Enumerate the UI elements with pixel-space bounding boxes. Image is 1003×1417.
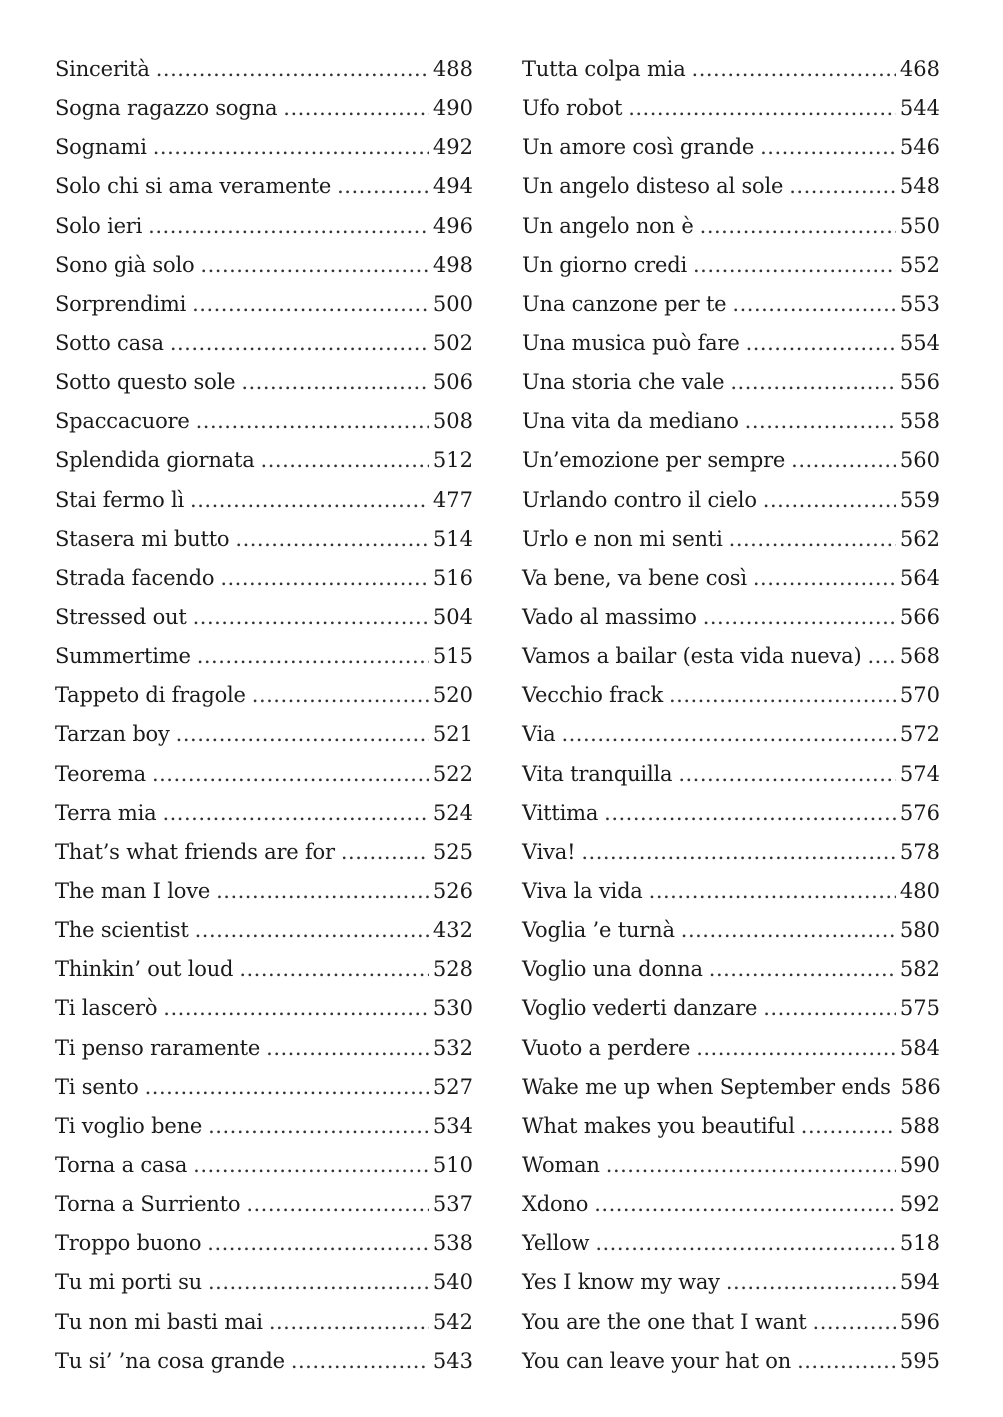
dot-leader [266, 1029, 429, 1068]
page-number: 559 [899, 487, 940, 512]
song-title: The man I love [55, 878, 211, 903]
page-number: 534 [432, 1113, 473, 1138]
index-entry [522, 950, 940, 989]
dot-leader [261, 441, 429, 480]
index-entry [55, 207, 473, 246]
dot-leader [628, 89, 896, 128]
page-number: 596 [899, 1309, 940, 1334]
song-title: Ti lascerò [55, 996, 158, 1021]
song-title: Urlando contro il cielo [522, 487, 757, 512]
dot-leader [208, 1263, 429, 1302]
dot-leader [678, 755, 896, 794]
index-entry [55, 559, 473, 598]
dot-leader [813, 1303, 896, 1342]
page-number: 542 [432, 1309, 473, 1334]
song-title: Urlo e non mi senti [522, 526, 723, 551]
page-number: 594 [899, 1270, 940, 1295]
dot-leader [581, 833, 896, 872]
page-number: 488 [432, 57, 473, 81]
page-number: 477 [432, 487, 473, 512]
song-title: Vecchio frack [522, 683, 663, 708]
song-title: Spaccacuore [55, 409, 190, 434]
dot-leader [216, 872, 429, 911]
index-entry [522, 1185, 940, 1224]
page-number: 578 [899, 839, 940, 864]
index-entry [55, 441, 473, 480]
index-entry [522, 1263, 940, 1302]
page-number: 524 [432, 800, 473, 825]
song-title: Una musica può fare [522, 330, 740, 355]
index-entry [522, 207, 940, 246]
index-entry [522, 755, 940, 794]
dot-leader [681, 911, 896, 950]
page-number: 588 [899, 1113, 940, 1138]
dot-leader [726, 1263, 896, 1302]
page-number: 582 [899, 957, 940, 982]
song-title: Tu si’ ’na cosa grande [55, 1348, 285, 1373]
song-title: Via [522, 722, 556, 747]
index-entry [522, 324, 940, 363]
index-entry [522, 1068, 940, 1107]
index-entry [522, 1146, 940, 1185]
page-number: 590 [899, 1152, 940, 1177]
song-title: You are the one that I want [522, 1309, 807, 1334]
dot-leader [604, 794, 896, 833]
dot-leader [208, 1107, 429, 1146]
song-title: Tappeto di fragole [55, 683, 246, 708]
index-entry [522, 246, 940, 285]
dot-leader [200, 246, 428, 285]
page-number: 550 [899, 213, 940, 238]
page-number: 504 [432, 604, 473, 629]
page-number: 520 [432, 683, 473, 708]
dot-leader [801, 1107, 896, 1146]
index-entry [522, 520, 940, 559]
index-entry [522, 637, 940, 676]
page-number: 558 [899, 409, 940, 434]
page-number: 527 [432, 1074, 473, 1099]
page-number: 562 [899, 526, 940, 551]
index-entry [55, 1146, 473, 1185]
song-title: Un amore così grande [522, 135, 755, 160]
index-right-column [522, 50, 940, 1381]
song-title: Terra mia [55, 800, 157, 825]
dot-leader [162, 794, 428, 833]
index-entry [55, 1068, 473, 1107]
page-number: 576 [899, 800, 940, 825]
page-number: 468 [899, 57, 940, 81]
song-title: Wake me up when September ends [522, 1074, 891, 1099]
index-left-column [55, 50, 473, 1381]
index-entry [522, 441, 940, 480]
index-entry [55, 598, 473, 637]
page-number: 494 [432, 174, 473, 199]
song-title: Viva la vida [522, 878, 643, 903]
dot-leader [746, 324, 896, 363]
song-title: Stasera mi butto [55, 526, 230, 551]
index-entry [55, 324, 473, 363]
song-title: Sotto questo sole [55, 370, 236, 395]
index-entry [522, 50, 940, 89]
index-entry [55, 989, 473, 1028]
dot-leader [190, 481, 429, 520]
dot-leader [220, 559, 429, 598]
page-number: 566 [899, 604, 940, 629]
page-number: 592 [899, 1192, 940, 1217]
dot-leader [791, 441, 896, 480]
dot-leader [170, 324, 429, 363]
dot-leader [760, 128, 896, 167]
page-number: 556 [899, 370, 940, 395]
dot-leader [145, 1068, 429, 1107]
dot-leader [239, 950, 429, 989]
index-entry [522, 167, 940, 206]
page-number: 521 [432, 722, 473, 747]
page-number: 544 [899, 96, 940, 121]
song-title: Una vita da mediano [522, 409, 739, 434]
dot-leader [693, 246, 896, 285]
dot-leader [153, 128, 429, 167]
song-title: Solo ieri [55, 213, 143, 238]
dot-leader [291, 1342, 429, 1381]
page-number: 500 [432, 291, 473, 316]
page-number: 512 [432, 448, 473, 473]
song-title: What makes you beautiful [522, 1113, 795, 1138]
page-number: 540 [432, 1270, 473, 1295]
song-title: Vita tranquilla [522, 761, 673, 786]
page-number: 584 [899, 1035, 940, 1060]
page-number: 575 [899, 996, 940, 1021]
song-title: You can leave your hat on [522, 1348, 792, 1373]
song-title: Una canzone per te [522, 291, 727, 316]
page-number: 552 [899, 252, 940, 277]
dot-leader [595, 1224, 896, 1263]
index-entry [522, 285, 940, 324]
song-title: Strada facendo [55, 565, 215, 590]
song-title: Ti sento [55, 1074, 139, 1099]
page-number: 553 [899, 291, 940, 316]
page-number: 554 [899, 330, 940, 355]
index-entry [522, 715, 940, 754]
song-title: Voglio una donna [522, 957, 703, 982]
song-title: Sotto casa [55, 330, 164, 355]
song-title: Xdono [522, 1192, 589, 1217]
song-title: Troppo buono [55, 1231, 202, 1256]
dot-leader [283, 89, 429, 128]
dot-leader [269, 1303, 429, 1342]
page-number: 595 [899, 1348, 940, 1373]
song-title: Sono già solo [55, 252, 195, 277]
dot-leader [197, 637, 429, 676]
dot-leader [235, 520, 429, 559]
dot-leader [669, 676, 896, 715]
index-entry [522, 363, 940, 402]
song-title: Un angelo non è [522, 213, 694, 238]
dot-leader [594, 1185, 896, 1224]
index-entry [522, 598, 940, 637]
dot-leader [195, 911, 429, 950]
index-entry [522, 402, 940, 441]
song-title: Teorema [55, 761, 146, 786]
page-number: 580 [899, 918, 940, 943]
page-number: 492 [432, 135, 473, 160]
page-number: 508 [432, 409, 473, 434]
dot-leader [709, 950, 896, 989]
dot-leader [606, 1146, 896, 1185]
index-entry [522, 128, 940, 167]
page-number: 560 [899, 448, 940, 473]
song-title: Yellow [522, 1231, 590, 1256]
song-title: Vittima [522, 800, 599, 825]
dot-leader [700, 207, 896, 246]
page-number: 530 [432, 996, 473, 1021]
song-title: Vamos a bailar (esta vida nueva) [522, 644, 862, 669]
song-title: Ti penso raramente [55, 1035, 261, 1060]
page-number: 515 [432, 644, 473, 669]
index-entry [55, 1107, 473, 1146]
song-title: Voglio vederti danzare [522, 996, 758, 1021]
index-entry [55, 50, 473, 89]
song-title: Torna a Surriento [55, 1192, 241, 1217]
dot-leader [561, 715, 895, 754]
song-title: That’s what friends are for [55, 839, 335, 864]
page-number: 514 [432, 526, 473, 551]
song-title: Sognami [55, 135, 147, 160]
dot-leader [729, 520, 896, 559]
song-title: Un giorno credi [522, 252, 687, 277]
song-title: Yes I know my way [522, 1270, 720, 1295]
page-number: 480 [899, 878, 940, 903]
dot-leader [196, 402, 429, 441]
page-number: 537 [432, 1192, 473, 1217]
dot-leader [732, 285, 895, 324]
index-entry [55, 637, 473, 676]
index-entry [522, 1224, 940, 1263]
song-title: Un’emozione per sempre [522, 448, 786, 473]
song-title: Vuoto a perdere [522, 1035, 691, 1060]
song-title: Sogna ragazzo sogna [55, 96, 278, 121]
page-number: 526 [432, 878, 473, 903]
page-number: 528 [432, 957, 473, 982]
song-title: Tu mi porti su [55, 1270, 202, 1295]
dot-leader [252, 676, 429, 715]
page-number: 572 [899, 722, 940, 747]
song-title: Thinkin’ out loud [55, 957, 234, 982]
song-title: Stai fermo lì [55, 487, 185, 512]
dot-leader [152, 755, 429, 794]
song-title: Tutta colpa mia [522, 57, 686, 81]
song-title: Woman [522, 1152, 600, 1177]
index-entry [55, 285, 473, 324]
index-entry [55, 676, 473, 715]
song-title: Tarzan boy [55, 722, 170, 747]
index-entry [522, 911, 940, 950]
index-entry [55, 520, 473, 559]
song-title: Vado al massimo [522, 604, 697, 629]
dot-leader [341, 833, 429, 872]
index-entry [55, 1342, 473, 1381]
index-entry [522, 1029, 940, 1068]
song-title: Va bene, va bene così [522, 565, 747, 590]
dot-leader [192, 285, 429, 324]
page-number: 510 [432, 1152, 473, 1177]
page-number: 432 [432, 918, 473, 943]
song-title: Ufo robot [522, 96, 623, 121]
index-entry [55, 911, 473, 950]
song-title: Sorprendimi [55, 291, 187, 316]
page-number: 574 [899, 761, 940, 786]
page-number: 564 [899, 565, 940, 590]
dot-leader [337, 167, 429, 206]
page-number: 518 [899, 1231, 940, 1256]
index-entry [55, 794, 473, 833]
index-entry [522, 89, 940, 128]
song-title: Voglia ’e turnà [522, 918, 675, 943]
dot-leader [148, 207, 429, 246]
index-entry [522, 1303, 940, 1342]
dot-leader [730, 363, 896, 402]
dot-leader [763, 481, 896, 520]
index-entry [55, 128, 473, 167]
song-title: Viva! [522, 839, 576, 864]
song-title: Una storia che vale [522, 370, 725, 395]
dot-leader [789, 167, 896, 206]
dot-leader [207, 1224, 429, 1263]
index-entry [55, 1263, 473, 1302]
dot-leader [745, 402, 896, 441]
index-entry [522, 989, 940, 1028]
song-title: Tu non mi basti mai [55, 1309, 263, 1334]
index-entry [55, 833, 473, 872]
song-title: Stressed out [55, 604, 187, 629]
index-entry [522, 676, 940, 715]
index-entry [522, 794, 940, 833]
page-number: 546 [899, 135, 940, 160]
index-entry [55, 246, 473, 285]
dot-leader [649, 872, 896, 911]
page-number: 568 [899, 644, 940, 669]
index-entry [55, 402, 473, 441]
page-number: 543 [432, 1348, 473, 1373]
page-number: 570 [899, 683, 940, 708]
dot-leader [797, 1342, 896, 1381]
page-number: 548 [899, 174, 940, 199]
index-entry [55, 715, 473, 754]
song-title: Torna a casa [55, 1152, 188, 1177]
dot-leader [753, 559, 896, 598]
page-number: 498 [432, 252, 473, 277]
page-number: 502 [432, 330, 473, 355]
page-number: 496 [432, 213, 473, 238]
dot-leader [868, 637, 896, 676]
page-number: 516 [432, 565, 473, 590]
dot-leader [696, 1029, 896, 1068]
page-number: 522 [432, 761, 473, 786]
page-number: 586 [900, 1074, 941, 1099]
dot-leader [703, 598, 896, 637]
page-number: 525 [432, 839, 473, 864]
dot-leader [763, 989, 896, 1028]
page-number: 490 [432, 96, 473, 121]
index-entry [522, 481, 940, 520]
dot-leader [193, 1146, 429, 1185]
dot-leader [241, 363, 429, 402]
index-entry [55, 363, 473, 402]
song-title: The scientist [55, 918, 189, 943]
song-title: Ti voglio bene [55, 1113, 203, 1138]
index-entry [55, 950, 473, 989]
dot-leader [176, 715, 429, 754]
index-entry [522, 1342, 940, 1381]
index-entry [522, 1107, 940, 1146]
song-title: Splendida giornata [55, 448, 255, 473]
index-entry [55, 167, 473, 206]
index-entry [55, 89, 473, 128]
index-entry [522, 872, 940, 911]
page-number: 506 [432, 370, 473, 395]
index-entry [55, 1224, 473, 1263]
index-entry [55, 1303, 473, 1342]
dot-leader [193, 598, 429, 637]
page-number: 538 [432, 1231, 473, 1256]
index-entry [55, 481, 473, 520]
index-entry [522, 833, 940, 872]
song-title: Summertime [55, 644, 191, 669]
dot-leader [156, 50, 429, 89]
index-entry [55, 755, 473, 794]
dot-leader [163, 989, 429, 1028]
song-title: Sincerità [55, 57, 150, 81]
song-title: Solo chi si ama veramente [55, 174, 332, 199]
dot-leader [692, 50, 896, 89]
index-entry [522, 559, 940, 598]
page-number: 532 [432, 1035, 473, 1060]
index-entry [55, 872, 473, 911]
dot-leader [246, 1185, 429, 1224]
song-title: Un angelo disteso al sole [522, 174, 784, 199]
index-entry [55, 1185, 473, 1224]
index-entry [55, 1029, 473, 1068]
